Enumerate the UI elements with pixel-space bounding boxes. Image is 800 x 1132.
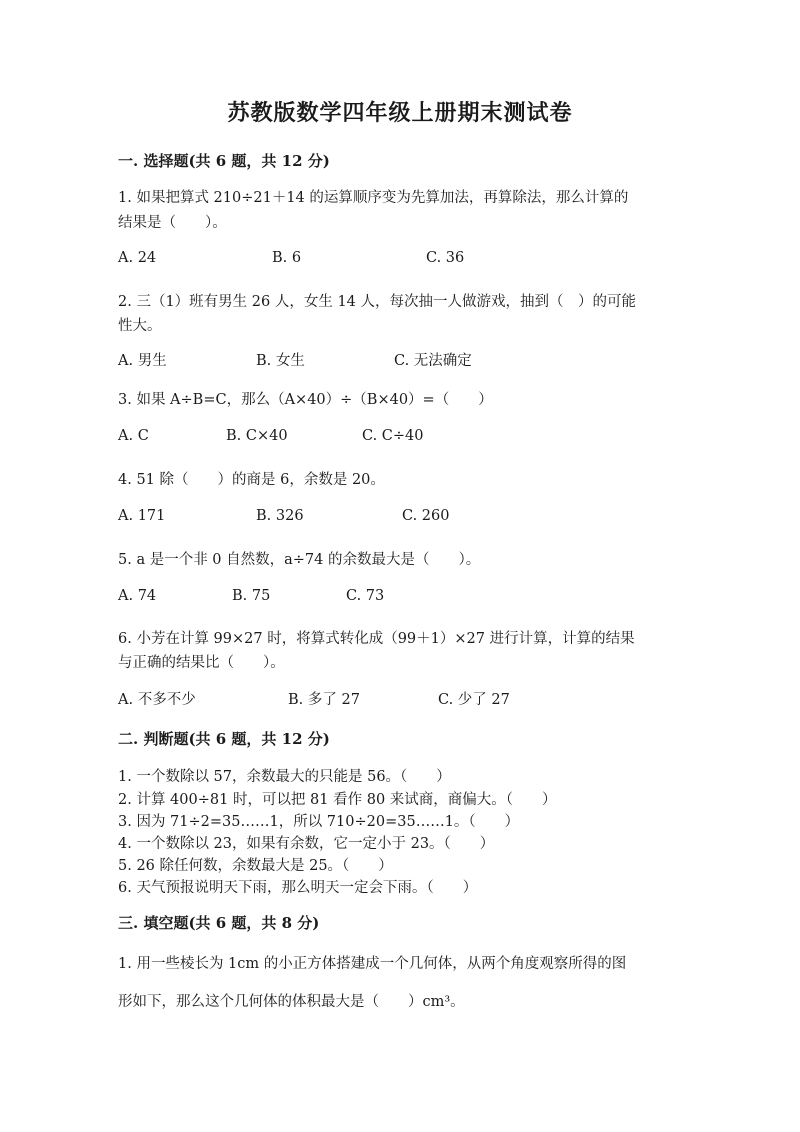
question-6-option-c: C. 少了 27 <box>438 692 510 708</box>
question-2-line-2: 性大。 <box>118 318 162 334</box>
judge-item-2: 2. 计算 400÷81 时，可以把 81 看作 80 来试商，商偏大。（ ） <box>118 792 557 808</box>
judge-item-1: 1. 一个数除以 57，余数最大的只能是 56。（ ） <box>118 769 451 785</box>
question-2-line-1: 2. 三（1）班有男生 26 人，女生 14 人，每次抽一人做游戏，抽到（ ）的可能 <box>118 294 637 310</box>
judge-item-3: 3. 因为 71÷2=35……1，所以 710÷20=35……1。（ ） <box>118 814 520 830</box>
question-1-option-c: C. 36 <box>426 250 465 266</box>
judge-item-4: 4. 一个数除以 23，如果有余数，它一定小于 23。（ ） <box>118 836 495 852</box>
question-5-option-c: C. 73 <box>346 588 385 604</box>
section-heading-judge: 二. 判断题(共 6 题，共 12 分) <box>118 730 330 748</box>
question-6-line-2: 与正确的结果比（ ）。 <box>118 655 285 671</box>
question-2-option-a: A. 男生 <box>118 353 167 369</box>
question-1-option-b: B. 6 <box>272 250 302 266</box>
question-3-line-1: 3. 如果 A÷B=C，那么（A×40）÷（B×40）=（ ） <box>118 392 493 408</box>
fill-question-1-line-2: 形如下，那么这个几何体的体积最大是（ ）cm³。 <box>118 994 465 1010</box>
section-heading-choice: 一. 选择题(共 6 题，共 12 分) <box>118 152 330 170</box>
question-2-option-b: B. 女生 <box>256 353 305 369</box>
question-5-line-1: 5. a 是一个非 0 自然数，a÷74 的余数最大是（ ）。 <box>118 552 481 568</box>
question-6-option-b: B. 多了 27 <box>288 692 360 708</box>
fill-question-1-line-1: 1. 用一些棱长为 1cm 的小正方体搭建成一个几何体，从两个角度观察所得的图 <box>118 956 627 972</box>
judge-item-5: 5. 26 除任何数，余数最大是 25。（ ） <box>118 858 393 874</box>
question-5-option-b: B. 75 <box>232 588 271 604</box>
question-4-option-c: C. 260 <box>402 508 450 524</box>
question-1-option-a: A. 24 <box>118 250 157 266</box>
question-3-option-b: B. C×40 <box>226 428 288 444</box>
question-1-line-2: 结果是（ ）。 <box>118 215 227 231</box>
question-3-option-a: A. C <box>118 428 149 444</box>
question-4-option-b: B. 326 <box>256 508 304 524</box>
question-4-option-a: A. 171 <box>118 508 166 524</box>
question-6-option-a: A. 不多不少 <box>118 692 196 708</box>
page-title: 苏教版数学四年级上册期末测试卷 <box>227 100 573 126</box>
question-6-line-1: 6. 小芳在计算 99×27 时，将算式转化成（99＋1）×27 进行计算，计算的结果 <box>118 631 635 647</box>
question-1-line-1: 1. 如果把算式 210÷21＋14 的运算顺序变为先算加法，再算除法，那么计算的 <box>118 190 629 206</box>
question-2-option-c: C. 无法确定 <box>394 353 472 369</box>
question-4-line-1: 4. 51 除（ ）的商是 6，余数是 20。 <box>118 472 385 488</box>
section-heading-fill: 三. 填空题(共 6 题，共 8 分) <box>118 914 320 932</box>
question-3-option-c: C. C÷40 <box>362 428 424 444</box>
judge-item-6: 6. 天气预报说明天下雨，那么明天一定会下雨。（ ） <box>118 880 478 896</box>
question-5-option-a: A. 74 <box>118 588 157 604</box>
